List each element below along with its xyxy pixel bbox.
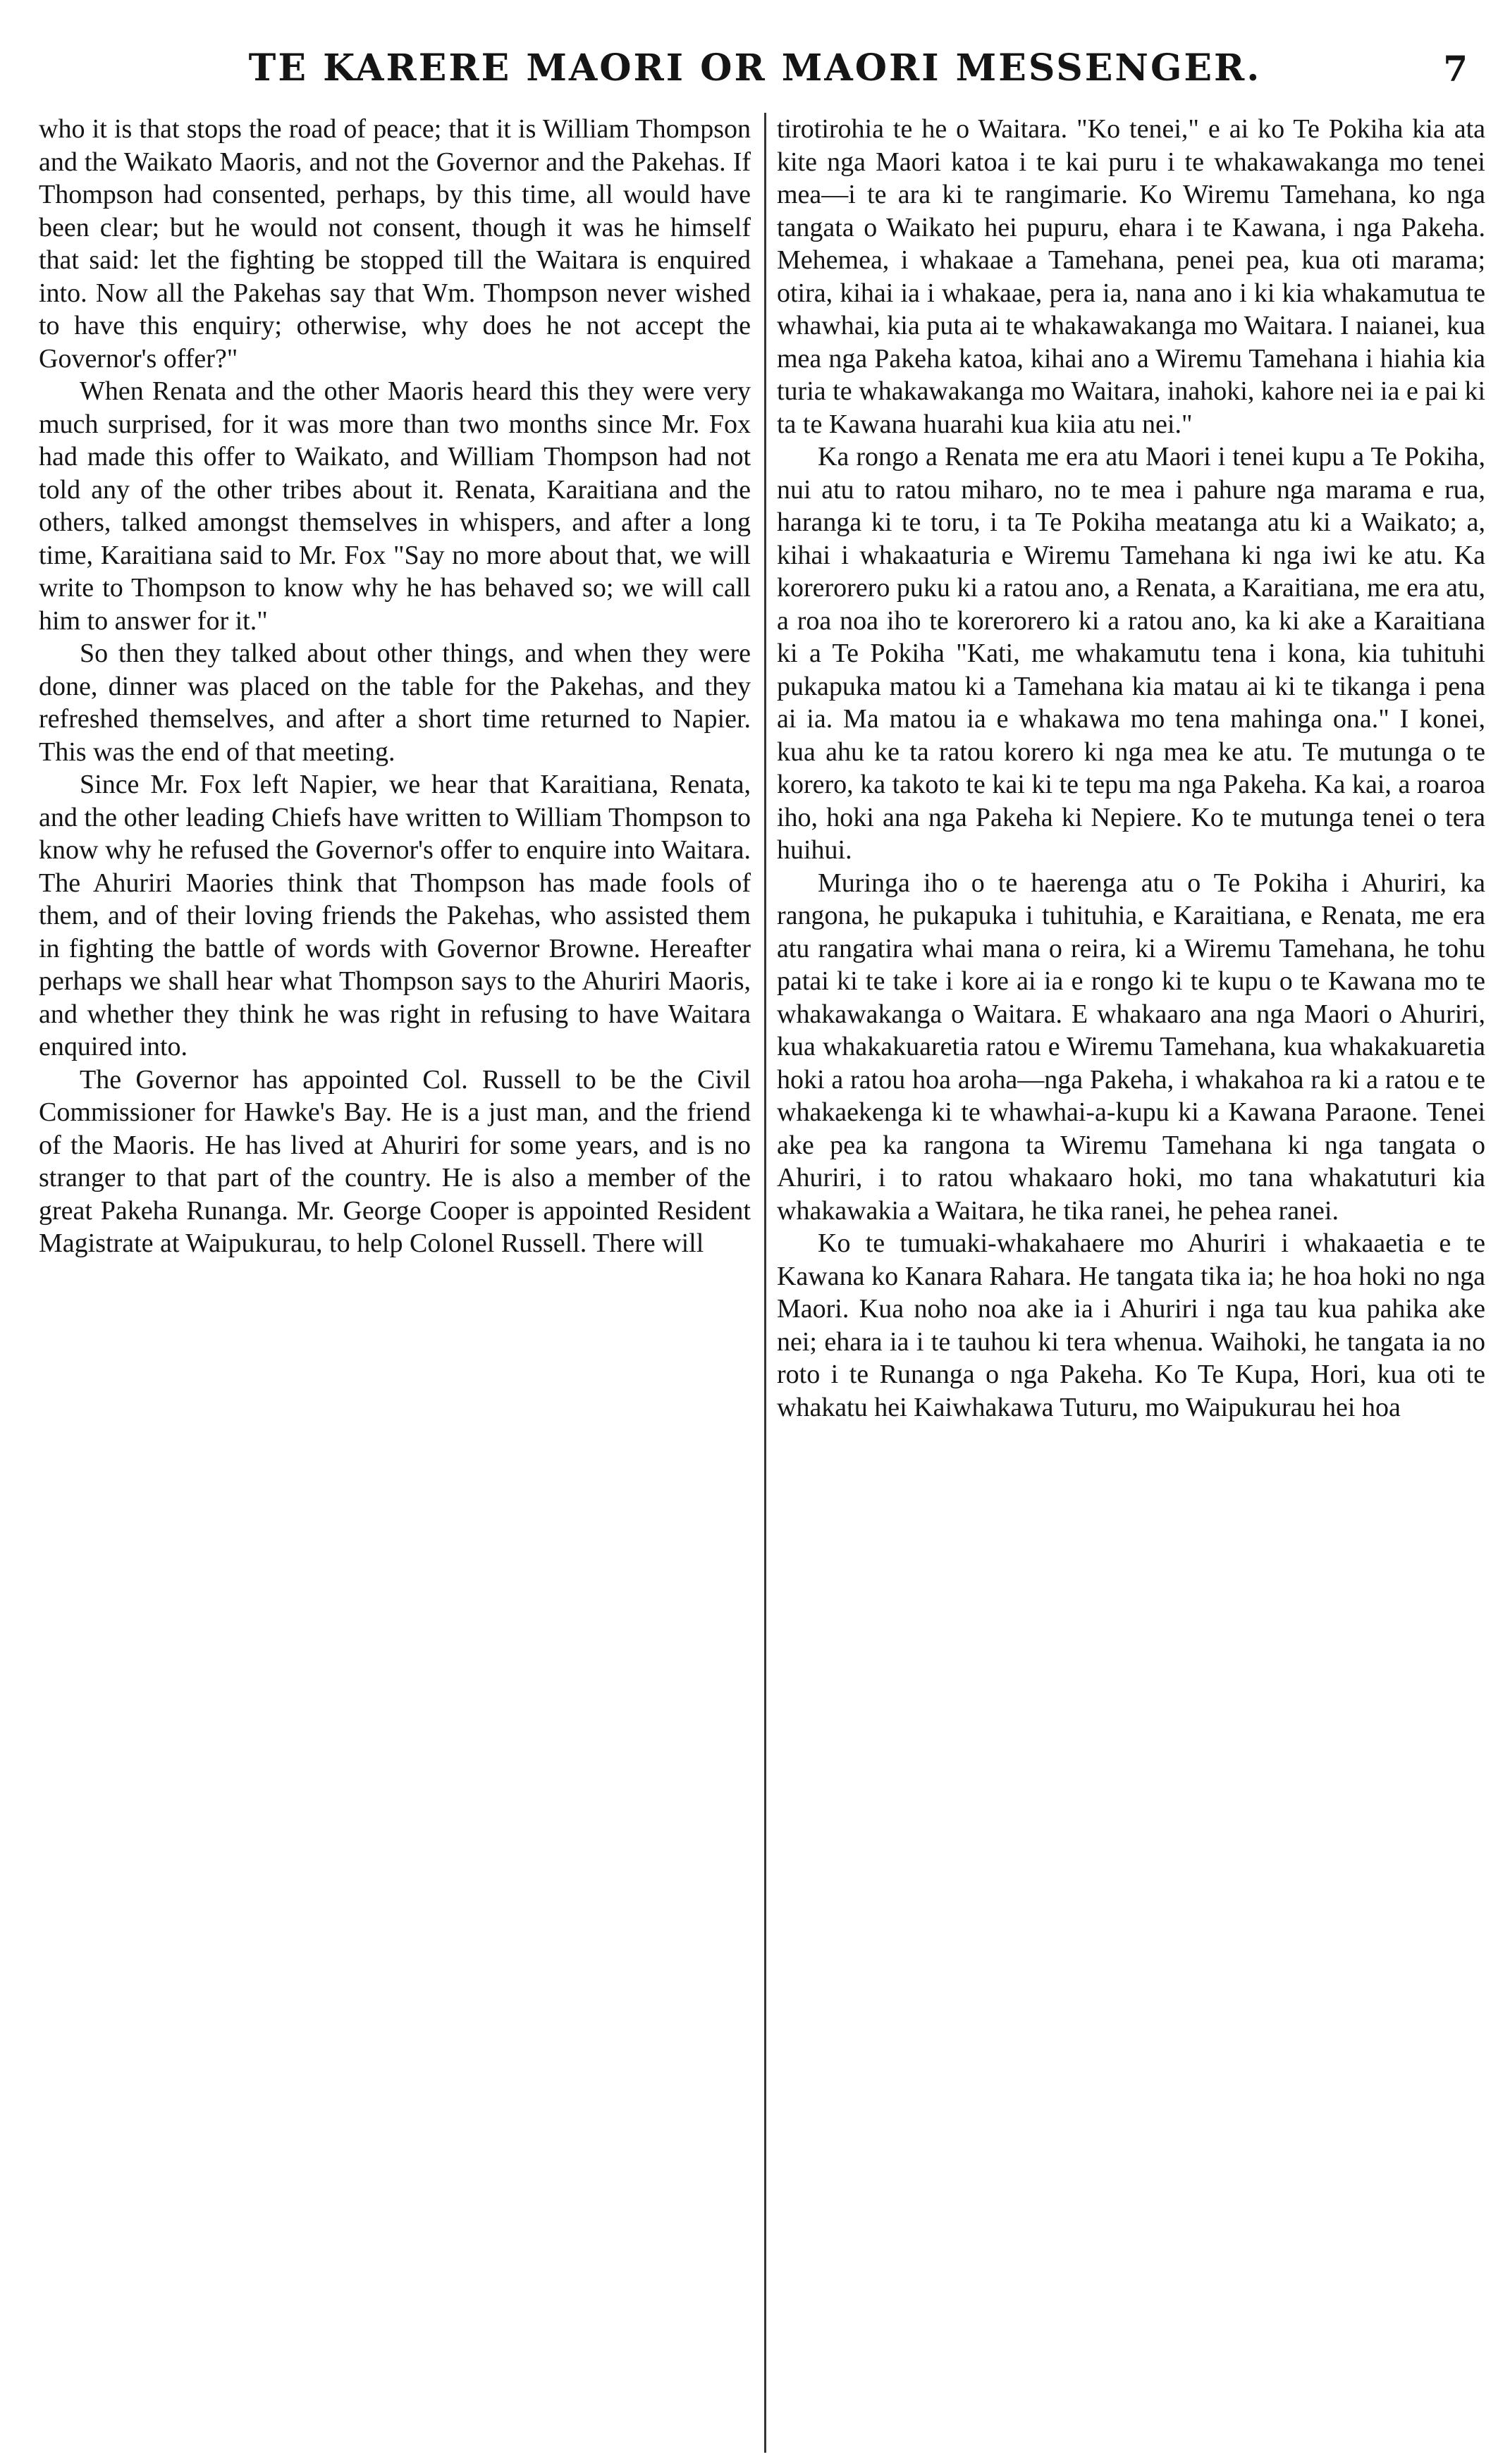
page-number: 7 xyxy=(1443,48,1468,90)
article-paragraph: When Renata and the other Maoris heard this they were very much surprised, for it was more than two months since Mr. Fox had made this offer to Waikato, and William Thompson had not told any of the other tribes about it. Renata, Karaitiana and the others, talked amongst themselves in whispers, and after a long time, Karaitiana said to Mr. Fox "Say no more about that, we will write to Thompson to know why he has behaved so; we will call him to answer for it." xyxy=(39,376,751,636)
page-header xyxy=(42,21,1468,106)
masthead-title: TE KARERE MAORI OR MAORI MESSENGER. xyxy=(248,47,1262,90)
article-paragraph: tirotirohia te he o Waitara. "Ko tenei," e ai ko Te Pokiha kia ata kite nga Maori katoa i te kai puru i te whakawakanga mo tenei mea—i te ara ki te rangimarie. Ko Wiremu Tamehana, ko nga tangata o Waikato hei pupuru, ehara i te Kawana, i nga Pakeha. Mehemea, i whakaae a Tamehana, penei pea, kua oti marama; otira, kihai ia i whakaae, pera ia, nana ano i ki kia whakamutua te whawhai, kia puta ai te whakawakanga mo Waitara. I naianei, kua mea nga Pakeha katoa, kihai ano a Wiremu Tamehana i hiahia kia turia te whakawakanga mo Waitara, inahoki, kahore nei ia e pai ki ta te Kawana huarahi kua kiia atu nei." xyxy=(777,114,1485,439)
article-paragraph: Since Mr. Fox left Napier, we hear that Karaitiana, Renata, and the other leading Chiefs have written to William Thompson to know why he refused the Governor's offer to enquire into Waitara. The Ahuriri Maories think that Thompson has made fools of them, and of their loving friends the Pakehas, who assisted them in fighting the battle of words with Governor Browne. Hereafter perhaps we shall hear what Thompson says to the Ahuriri Maoris, and whether they think he was right in refusing to have Waitara enquired into. xyxy=(39,770,751,1061)
article-paragraph: Ka rongo a Renata me era atu Maori i tenei kupu a Te Pokiha, nui atu to ratou miharo, no te mea i pahure nga marama e rua, haranga ki te toru, i ta Te Pokiha meatanga atu ki a Waikato; a, kihai i whakaaturia e Wiremu Tamehana ki nga iwi ke atu. Ka korerorero puku ki a ratou ano, a Renata, a Karaitiana, me era atu, a roa noa iho te korerorero ki a ratou ano, ka ki ake a Karaitiana ki a Te Pokiha "Kati, me whakamutu tena i kona, kia tuhituhi pukapuka matou ki a Tamehana kia matau ai ki te tikanga i pena ai ia. Ma matou ia e whakawa mo tena mahinga ona." I konei, kua ahu ke ta ratou korero ki nga mea ke atu. Te mutunga o te korero, ka takoto te kai ki te tepu ma nga Pakeha. Ka kai, a roaroa iho, hoki ana nga Pakeha ki Nepiere. Ko te mutunga tenei o tera huihui. xyxy=(777,442,1485,865)
article-paragraph: Muringa iho o te haerenga atu o Te Pokiha i Ahuriri, ka rangona, he pukapuka i tuhituhia, e Karaitiana, e Renata, me era atu rangatira whai mana o reira, ki a Wiremu Tamehana, he tohu patai ki te take i kore ai ia e rongo ki te kupu o te Kawana mo te whakawakanga o Waitara. E whakaaro ana nga Maori o Ahuriri, kua whakakuaretia ratou e Wiremu Tamehana, kua whakakuaretia hoki a ratou hoa aroha—nga Pakeha, i whakahoa ra ki a ratou e te whakaekenga ki te whawhai-a-kupu ki a Kawana Paraone. Tenei ake pea ka rangona ta Wiremu Tamehana ki nga tangata o Ahuriri, i to ratou whakaaro hoki, mo tana whakatuturi kia whakawakia a Waitara, he tika ranei, he pehea ranei. xyxy=(777,868,1485,1226)
article-paragraph: So then they talked about other things, and when they were done, dinner was placed on the table for the Pakehas, and they refreshed themselves, and after a short time returned to Napier. This was the end of that meeting. xyxy=(39,639,751,767)
article-paragraph: who it is that stops the road of peace; that it is William Thompson and the Waikato Maoris, and not the Governor and the Pakehas. If Thompson had consented, perhaps, by this time, all would have been clear; but he would not consent, though it was he himself that said: let the fighting be stopped till the Waitara is enquired into. Now all the Pakehas say that Wm. Thompson never wished to have this enquiry; otherwise, why does he not accept the Governor's offer?" xyxy=(39,114,751,374)
english-column xyxy=(39,113,751,2453)
column-divider xyxy=(764,113,766,2453)
maori-column xyxy=(777,113,1485,2453)
article-paragraph: The Governor has appointed Col. Russell to be the Civil Commissioner for Hawke's Bay. He is a just man, and the friend of the Maoris. He has lived at Ahuriri for some years, and is no stranger to that part of the country. He is also a member of the great Pakeha Runanga. Mr. George Cooper is appointed Resident Magistrate at Waipukurau, to help Colonel Russell. There will xyxy=(39,1064,751,1258)
article-paragraph: Ko te tumuaki-whakahaere mo Ahuriri i whakaaetia e te Kawana ko Kanara Rahara. He tangata tika ia; he hoa hoki no nga Maori. Kua noho noa ake ia i Ahuriri i nga tau kua pahika ake nei; ehara ia i te tauhou ki tera whenua. Waihoki, he tangata ia no roto i te Runanga o nga Pakeha. Ko Te Kupa, Hori, kua oti te whakatu hei Kaiwhakawa Tuturu, mo Waipukurau hei hoa xyxy=(777,1228,1485,1422)
